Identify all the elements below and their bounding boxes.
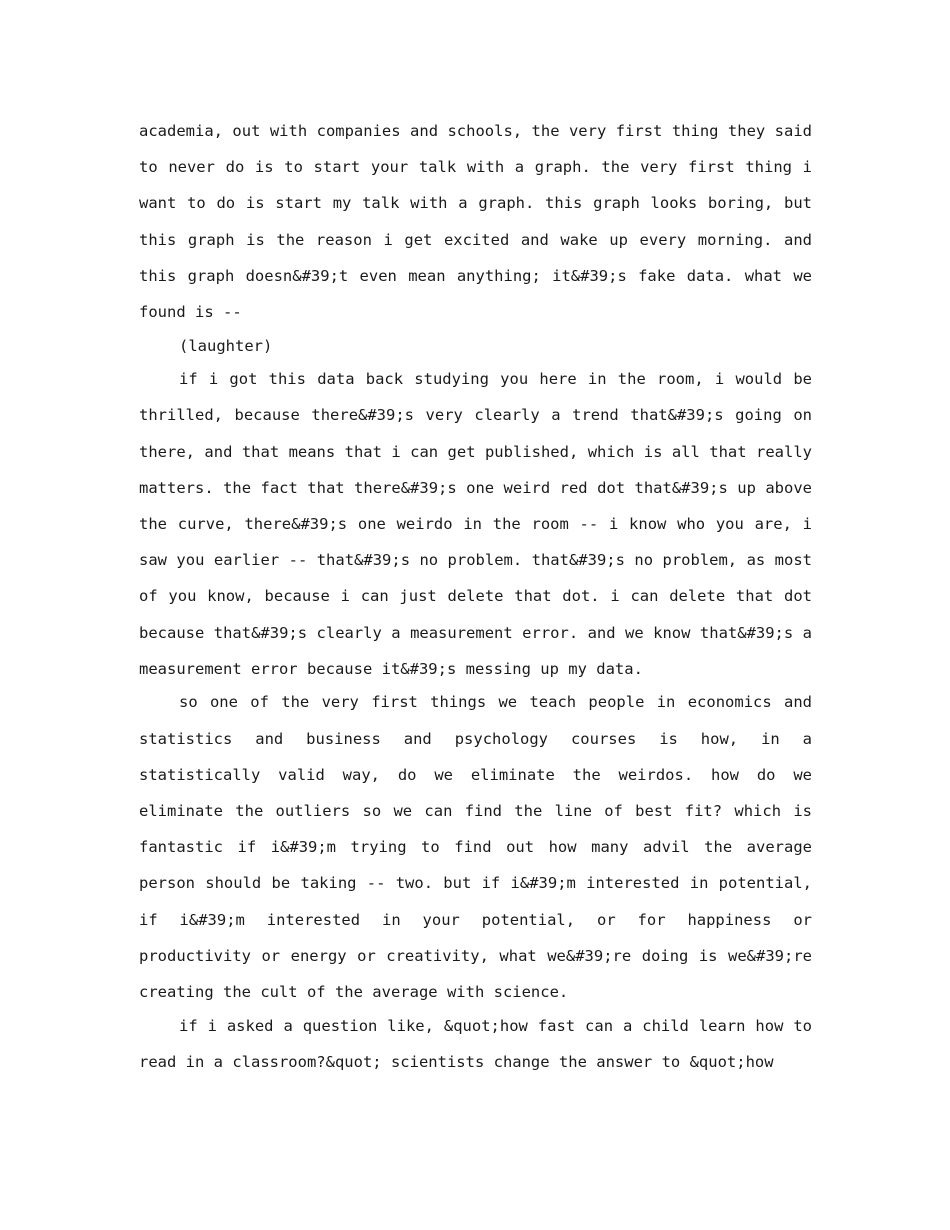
- paragraph-laughter: (laughter): [179, 336, 273, 355]
- paragraph-5: if i asked a question like, &quot;how fast can a child learn how to read in a classroom?&quot; scientists change the answer to &quot;how: [139, 1016, 812, 1071]
- paragraph-1: academia, out with companies and schools, the very first thing they said to never do is to start your talk with a graph. the very first thing i want to do is start my talk with a graph. this graph looks boring, but this graph is the reason i get excited and wake up every morning. and this graph doesn&#39;t even mean anything; it&#39;s fake data. what we found is --: [139, 122, 812, 322]
- paragraph-3: if i got this data back studying you here in the room, i would be thrilled, because there&#39;s very clearly a trend that&#39;s going on there, and that means that i can get published, which is all that really matters. the fact that there&#39;s one weird red dot that&#39;s up above the curve, there&#39;s one weirdo in the room -- i know who you are, i saw you earlier -- that&#39;s no problem. that&#39;s no problem, as most of you know, because i can just delete that dot. i can delete that dot because that&#39;s clearly a measurement error. and we know that&#39;s a measurement error because it&#39;s messing up my data.: [139, 370, 812, 678]
- body-text: [139, 113, 812, 1080]
- paragraph-4: so one of the very first things we teach people in economics and statistics and business and psychology courses is how, in a statistically valid way, do we eliminate the weirdos. how do we eliminate the outliers so we can find the line of best fit? which is fantastic if i&#39;m trying to find out how many advil the average person should be taking -- two. but if i&#39;m interested in potential, if i&#39;m interested in your potential, or for happiness or productivity or energy or creativity, what we&#39;re doing is we&#39;re creating the cult of the average with science.: [139, 693, 812, 1002]
